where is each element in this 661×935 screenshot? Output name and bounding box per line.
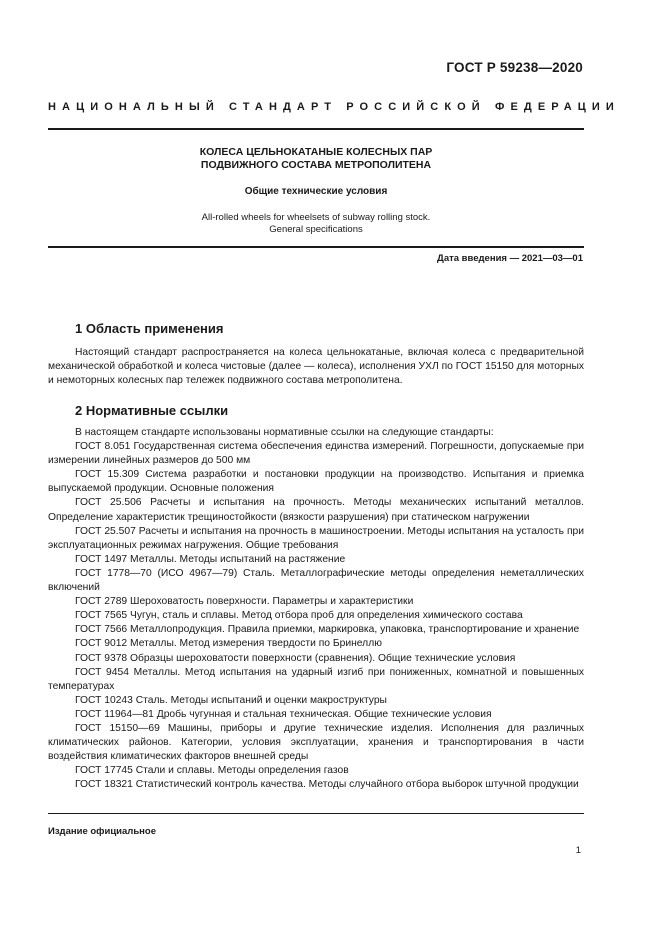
reference-item: ГОСТ 8.051 Государственная система обеспечения единства измерений. Погрешности, допускаемые при измерении линейных размеров до 500 мм [48,441,584,467]
official-edition-label: Издание официальное [48,826,156,837]
reference-item: ГОСТ 17745 Стали и сплавы. Методы определения газов [75,765,349,777]
section-2-body [48,426,584,792]
reference-item: ГОСТ 1778—70 (ИСО 4967—79) Сталь. Металлографические методы определения неметаллических включений [48,567,584,594]
reference-item: ГОСТ 9012 Металлы. Метод измерения твердости по Бринеллю [75,638,382,650]
effective-date: Дата введения — 2021—03—01 [437,253,583,264]
reference-intro: В настоящем стандарте использованы нормативные ссылки на следующие стандарты: [75,427,494,438]
header-rule [48,128,584,130]
reference-item: ГОСТ 25.507 Расчеты и испытания на прочность в машиностроении. Методы испытания на усталость при эксплуатационных режимах нагружения. Общие требования [48,525,584,551]
title-line-1: КОЛЕСА ЦЕЛЬНОКАТАНЫЕ КОЛЕСНЫХ ПАР [199,146,433,158]
section-1-body [48,346,584,388]
reference-item: ГОСТ 15150—69 Машины, приборы и другие технические изделия. Исполнения для различных климатических районов. Категории, условия эксплуатации, хранения и транспортирования в части воздействия климатических факторов внешней среды [48,722,584,763]
english-title-line-2: General specifications [269,224,363,235]
reference-item: ГОСТ 7566 Металлопродукция. Правила приемки, маркировка, упаковка, транспортирование и хранение [75,624,580,636]
reference-item: ГОСТ 18321 Статистический контроль качества. Методы случайного отбора выборок штучной продукции [75,779,579,791]
section-1-heading: 1 Область применения [75,321,224,336]
reference-item: ГОСТ 11964—81 Дробь чугунная и стальная техническая. Общие технические условия [75,708,492,720]
reference-item: ГОСТ 9378 Образцы шероховатости поверхности (сравнения). Общие технические условия [75,652,516,664]
document-title [48,146,584,172]
reference-item: ГОСТ 2789 Шероховатость поверхности. Параметры и характеристики [75,596,414,608]
reference-item: ГОСТ 25.506 Расчеты и испытания на прочность. Методы механических испытаний металлов. Определение характеристик трещиностойкости (вязкости разрушения) при статическом нагружении [48,497,584,523]
english-title [48,212,584,236]
reference-item: ГОСТ 10243 Сталь. Методы испытаний и оценки макроструктуры [75,694,387,706]
title-rule [48,246,584,248]
page-number: 1 [575,845,581,856]
title-line-2: ПОДВИЖНОГО СОСТАВА МЕТРОПОЛИТЕНА [200,159,432,171]
reference-item: ГОСТ 7565 Чугун, сталь и сплавы. Метод отбора проб для определения химического состава [75,610,523,622]
reference-item: ГОСТ 1497 Металлы. Методы испытаний на растяжение [75,553,346,565]
standard-banner: НАЦИОНАЛЬНЫЙ СТАНДАРТ РОССИЙСКОЙ ФЕДЕРАЦИИ [48,101,620,113]
reference-item: ГОСТ 9454 Металлы. Метод испытания на ударный изгиб при пониженных, комнатной и повышенных температурах [48,666,584,692]
footer-rule [48,813,584,814]
reference-item: ГОСТ 15.309 Система разработки и постановки продукции на производство. Испытания и приемка выпускаемой продукции. Основные положения [48,469,584,495]
document-subtitle: Общие технические условия [244,186,388,197]
section-2-heading: 2 Нормативные ссылки [75,403,229,418]
section-1-paragraph: Настоящий стандарт распространяется на колеса цельнокатаные, включая колеса с предварительной механической обработкой и колеса чистовые (далее — колеса), исполнения УХЛ по ГОСТ 15150 для моторных и немоторных колесных пар тележек подвижного состава метрополитена. [48,347,584,387]
document-code: ГОСТ Р 59238—2020 [446,60,583,75]
english-title-line-1: All-rolled wheels for wheelsets of subway rolling stock. [201,212,431,223]
